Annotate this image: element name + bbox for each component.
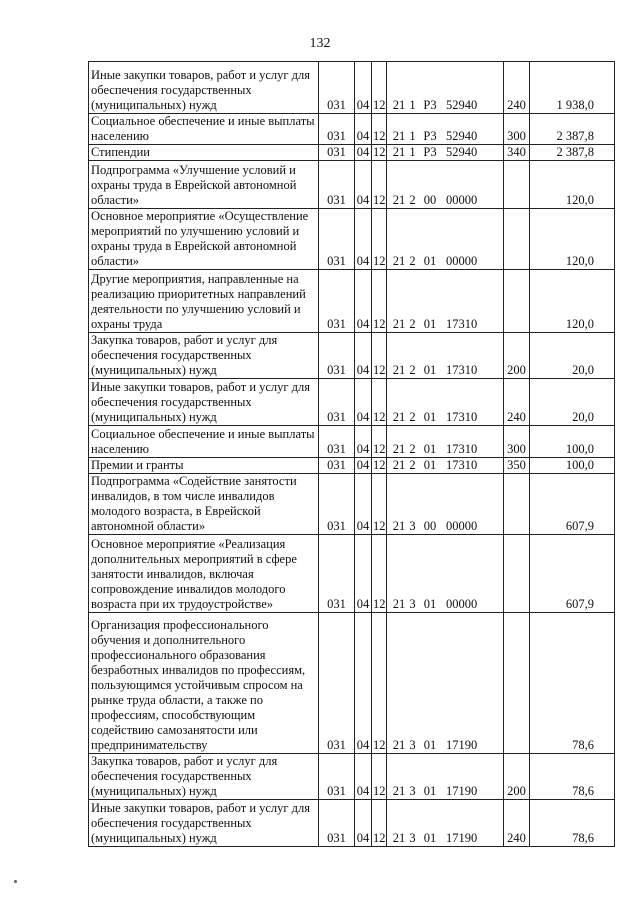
expense-type-code: 240 bbox=[504, 379, 530, 426]
subsection-code: 12 bbox=[372, 613, 387, 754]
target-code-part: 00000 bbox=[446, 519, 478, 533]
target-article-code bbox=[387, 209, 504, 270]
target-code-part: 2 bbox=[409, 317, 416, 331]
section-code: 04 bbox=[355, 800, 372, 847]
subsection-code: 12 bbox=[373, 458, 386, 472]
row-name: Стипендии bbox=[89, 145, 319, 161]
expense-type-code bbox=[504, 535, 530, 613]
target-code-part: 52940 bbox=[446, 129, 478, 143]
target-code-part: 2 bbox=[409, 442, 416, 456]
target-code-part: 17310 bbox=[446, 410, 478, 424]
table-row bbox=[89, 800, 615, 847]
target-code-part: 17190 bbox=[446, 784, 478, 798]
target-code-part: 1 bbox=[409, 98, 416, 112]
table-row bbox=[89, 426, 615, 458]
row-name: Организация профессионального обучения и дополнительного профессионального образования безработных инвалидов по профессиям, пользующимся устойчивым спросом на рынке труда области, а также по профессиям, способствующим содействию самозанятости или предпринимательству bbox=[89, 613, 319, 754]
target-code-part: 01 bbox=[423, 442, 437, 456]
section-code: 04 bbox=[355, 333, 372, 379]
table-row bbox=[89, 474, 615, 535]
table-row bbox=[89, 613, 615, 754]
section-code: 04 bbox=[355, 474, 372, 535]
target-code-part: 3 bbox=[409, 738, 416, 752]
target-code-part: 21 bbox=[392, 597, 406, 611]
target-code-part: 00 bbox=[423, 193, 437, 207]
subsection-code: 12 bbox=[372, 426, 387, 458]
target-code-part: Р3 bbox=[423, 129, 437, 143]
target-code-part: 01 bbox=[423, 831, 437, 845]
section-code: 04 bbox=[355, 754, 372, 800]
target-code-part: 3 bbox=[409, 831, 416, 845]
target-article-code bbox=[387, 333, 504, 379]
section-code: 04 bbox=[355, 379, 372, 426]
row-name: Закупка товаров, работ и услуг для обеспечения государственных (муниципальных) нужд bbox=[89, 333, 319, 379]
table-row bbox=[89, 379, 615, 426]
target-code-part: 01 bbox=[423, 317, 437, 331]
table-row bbox=[89, 114, 615, 145]
admin-code: 031 bbox=[319, 379, 355, 426]
admin-code: 031 bbox=[319, 333, 355, 379]
expense-type-code bbox=[504, 270, 530, 333]
section-code: 04 bbox=[355, 209, 372, 270]
admin-code: 031 bbox=[319, 270, 355, 333]
admin-code: 031 bbox=[319, 161, 355, 209]
subsection-code: 12 bbox=[372, 800, 387, 847]
target-code-part: Р3 bbox=[423, 98, 437, 112]
subsection-code: 12 bbox=[372, 209, 387, 270]
table-row bbox=[89, 62, 615, 114]
subsection-code: 12 bbox=[372, 333, 387, 379]
target-article-code bbox=[387, 62, 504, 114]
amount: 78,6 bbox=[530, 800, 615, 847]
budget-table bbox=[88, 61, 615, 847]
section-code: 04 bbox=[355, 62, 372, 114]
amount: 120,0 bbox=[530, 209, 615, 270]
amount: 607,9 bbox=[530, 535, 615, 613]
target-code-part: 21 bbox=[392, 738, 406, 752]
admin-code: 031 bbox=[319, 613, 355, 754]
row-name: Подпрограмма «Улучшение условий и охраны труда в Еврейской автономной области» bbox=[89, 161, 319, 209]
target-code-part: 21 bbox=[392, 193, 406, 207]
table-row bbox=[89, 458, 615, 474]
target-code-part: 3 bbox=[409, 597, 416, 611]
target-code-part: 2 bbox=[409, 458, 416, 472]
target-article-code bbox=[387, 114, 504, 145]
table-row bbox=[89, 535, 615, 613]
target-code-part: 17190 bbox=[446, 738, 478, 752]
subsection-code: 12 bbox=[372, 474, 387, 535]
target-article-code bbox=[387, 613, 504, 754]
section-code: 04 bbox=[355, 426, 372, 458]
expense-type-code: 240 bbox=[504, 62, 530, 114]
target-code-part: 1 bbox=[409, 129, 416, 143]
target-code-part: 1 bbox=[409, 145, 416, 159]
expense-type-code: 300 bbox=[504, 114, 530, 145]
target-code-part: 00000 bbox=[446, 254, 478, 268]
target-code-part: 21 bbox=[392, 317, 406, 331]
target-code-part: 21 bbox=[392, 458, 406, 472]
target-article-code bbox=[387, 426, 504, 458]
amount: 20,0 bbox=[530, 379, 615, 426]
target-code-part: 2 bbox=[409, 254, 416, 268]
target-code-part: 3 bbox=[409, 519, 416, 533]
target-code-part: 00000 bbox=[446, 597, 478, 611]
expense-type-code: 200 bbox=[504, 754, 530, 800]
target-article-code bbox=[387, 270, 504, 333]
amount: 78,6 bbox=[530, 613, 615, 754]
target-code-part: 21 bbox=[392, 831, 406, 845]
subsection-code: 12 bbox=[372, 62, 387, 114]
admin-code: 031 bbox=[319, 754, 355, 800]
target-code-part: 00 bbox=[423, 519, 437, 533]
row-name: Основное мероприятие «Реализация дополнительных мероприятий в сфере занятости инвалидов, включая сопровождение инвалидов молодого возраста при их трудоустройстве» bbox=[89, 535, 319, 613]
target-code-part: 2 bbox=[409, 410, 416, 424]
target-code-part: 21 bbox=[392, 98, 406, 112]
target-code-part: 01 bbox=[423, 458, 437, 472]
target-code-part: 01 bbox=[423, 363, 437, 377]
amount: 120,0 bbox=[530, 270, 615, 333]
section-code: 04 bbox=[355, 161, 372, 209]
target-code-part: 21 bbox=[392, 519, 406, 533]
table-row bbox=[89, 270, 615, 333]
amount: 100,0 bbox=[530, 426, 615, 458]
target-code-part: 21 bbox=[392, 784, 406, 798]
amount: 100,0 bbox=[530, 458, 615, 474]
subsection-code: 12 bbox=[372, 114, 387, 145]
target-code-part: 17310 bbox=[446, 442, 478, 456]
amount: 607,9 bbox=[530, 474, 615, 535]
admin-code: 031 bbox=[319, 209, 355, 270]
target-code-part: 2 bbox=[409, 363, 416, 377]
subsection-code: 12 bbox=[372, 379, 387, 426]
admin-code: 031 bbox=[319, 62, 355, 114]
expense-type-code: 200 bbox=[504, 333, 530, 379]
expense-type-code: 300 bbox=[504, 426, 530, 458]
amount: 78,6 bbox=[530, 754, 615, 800]
target-code-part: 52940 bbox=[446, 145, 478, 159]
row-name: Закупка товаров, работ и услуг для обеспечения государственных (муниципальных) нужд bbox=[89, 754, 319, 800]
target-code-part: 21 bbox=[392, 363, 406, 377]
section-code: 04 bbox=[355, 270, 372, 333]
section-code: 04 bbox=[355, 535, 372, 613]
expense-type-code bbox=[504, 613, 530, 754]
row-name: Премии и гранты bbox=[89, 458, 319, 474]
subsection-code: 12 bbox=[373, 145, 386, 159]
subsection-code: 12 bbox=[372, 535, 387, 613]
table-row bbox=[89, 209, 615, 270]
page-number: 132 bbox=[309, 36, 331, 51]
table-row bbox=[89, 333, 615, 379]
subsection-code: 12 bbox=[372, 161, 387, 209]
target-code-part: 01 bbox=[423, 254, 437, 268]
subsection-code: 12 bbox=[372, 754, 387, 800]
target-code-part: 17190 bbox=[446, 831, 478, 845]
target-code-part: 17310 bbox=[446, 363, 478, 377]
amount: 20,0 bbox=[530, 333, 615, 379]
target-code-part: 17310 bbox=[446, 458, 478, 472]
admin-code: 031 bbox=[319, 535, 355, 613]
admin-code: 031 bbox=[319, 145, 355, 161]
target-article-code bbox=[387, 145, 504, 161]
target-code-part: 21 bbox=[392, 145, 406, 159]
amount: 2 387,8 bbox=[530, 145, 615, 161]
target-code-part: 3 bbox=[409, 784, 416, 798]
target-code-part: 01 bbox=[423, 410, 437, 424]
section-code: 04 bbox=[355, 145, 372, 161]
target-article-code bbox=[387, 458, 504, 474]
target-code-part: 2 bbox=[409, 193, 416, 207]
expense-type-code: 350 bbox=[504, 458, 530, 474]
subsection-code: 12 bbox=[372, 270, 387, 333]
target-article-code bbox=[387, 474, 504, 535]
expense-type-code bbox=[504, 161, 530, 209]
section-code: 04 bbox=[355, 613, 372, 754]
admin-code: 031 bbox=[319, 114, 355, 145]
target-article-code bbox=[387, 161, 504, 209]
target-code-part: 21 bbox=[392, 129, 406, 143]
table-row bbox=[89, 754, 615, 800]
row-name: Иные закупки товаров, работ и услуг для обеспечения государственных (муниципальных) нужд bbox=[89, 800, 319, 847]
expense-type-code bbox=[504, 209, 530, 270]
amount: 120,0 bbox=[530, 161, 615, 209]
target-code-part: 01 bbox=[423, 738, 437, 752]
target-article-code bbox=[387, 535, 504, 613]
table-row bbox=[89, 161, 615, 209]
row-name: Социальное обеспечение и иные выплаты населению bbox=[89, 114, 319, 145]
section-code: 04 bbox=[355, 114, 372, 145]
target-code-part: 21 bbox=[392, 254, 406, 268]
target-article-code bbox=[387, 379, 504, 426]
expense-type-code: 240 bbox=[504, 800, 530, 847]
row-name: Другие мероприятия, направленные на реализацию приоритетных направлений деятельности по улучшению условий и охраны труда bbox=[89, 270, 319, 333]
amount: 1 938,0 bbox=[530, 62, 615, 114]
target-code-part: 01 bbox=[423, 597, 437, 611]
admin-code: 031 bbox=[319, 426, 355, 458]
target-code-part: 21 bbox=[392, 442, 406, 456]
row-name: Социальное обеспечение и иные выплаты населению bbox=[89, 426, 319, 458]
admin-code: 031 bbox=[319, 458, 355, 474]
expense-type-code bbox=[504, 474, 530, 535]
target-article-code bbox=[387, 800, 504, 847]
target-code-part: 00000 bbox=[446, 193, 478, 207]
expense-type-code: 340 bbox=[504, 145, 530, 161]
target-code-part: 21 bbox=[392, 410, 406, 424]
scan-speck bbox=[14, 880, 17, 883]
section-code: 04 bbox=[355, 458, 372, 474]
row-name: Иные закупки товаров, работ и услуг для обеспечения государственных (муниципальных) нужд bbox=[89, 62, 319, 114]
admin-code: 031 bbox=[319, 800, 355, 847]
row-name: Иные закупки товаров, работ и услуг для обеспечения государственных (муниципальных) нужд bbox=[89, 379, 319, 426]
row-name: Подпрограмма «Содействие занятости инвалидов, в том числе инвалидов молодого возраста, в Еврейской автономной области» bbox=[89, 474, 319, 535]
target-code-part: Р3 bbox=[423, 145, 437, 159]
target-code-part: 17310 bbox=[446, 317, 478, 331]
table-row bbox=[89, 145, 615, 161]
row-name: Основное мероприятие «Осуществление мероприятий по улучшению условий и охраны труда в Еврейской автономной области» bbox=[89, 209, 319, 270]
target-code-part: 52940 bbox=[446, 98, 478, 112]
target-code-part: 01 bbox=[423, 784, 437, 798]
amount: 2 387,8 bbox=[530, 114, 615, 145]
admin-code: 031 bbox=[319, 474, 355, 535]
target-article-code bbox=[387, 754, 504, 800]
